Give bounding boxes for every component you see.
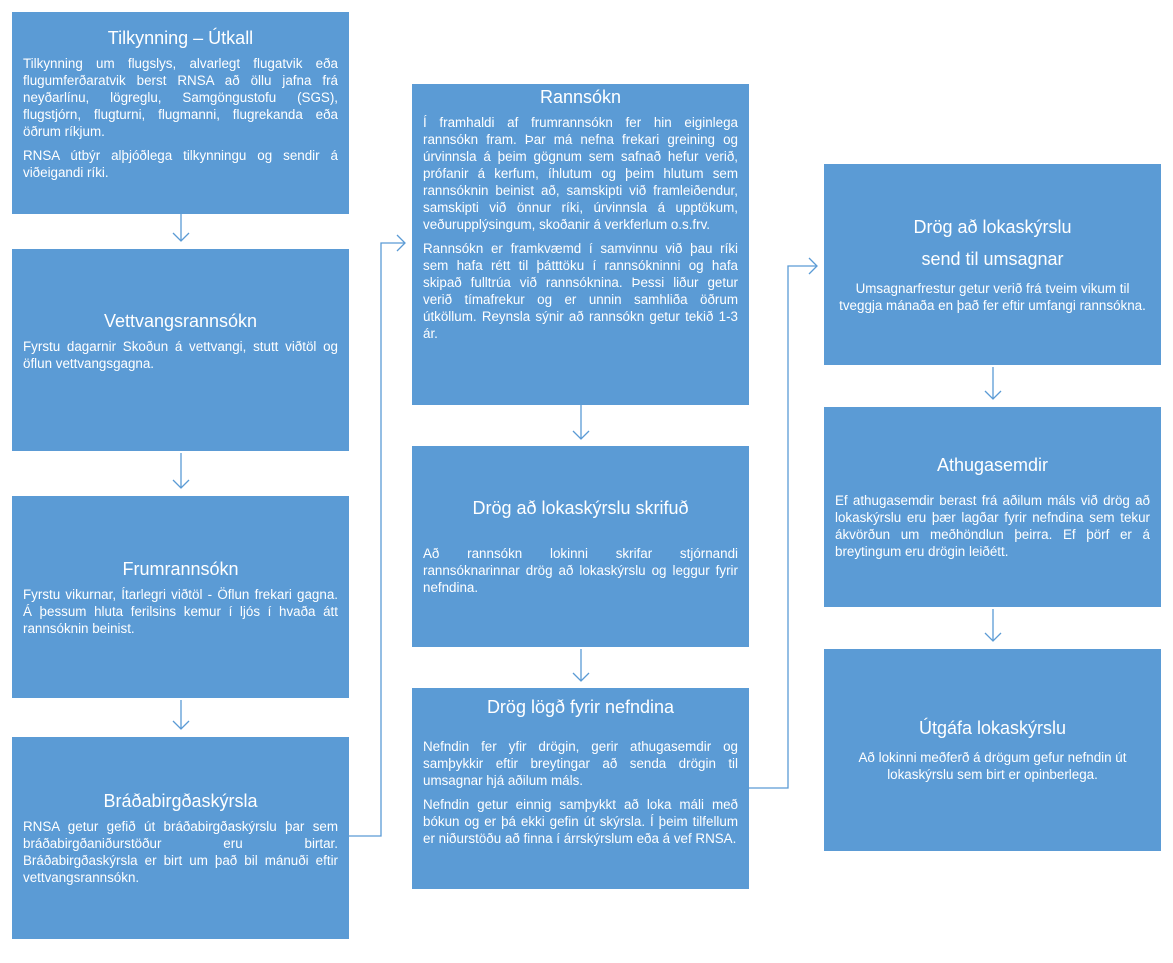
box-utgafa-title: Útgáfa lokaskýrslu <box>918 718 1067 738</box>
box-drog-umsagnar <box>824 164 1161 365</box>
box-vettvangsrannsokn <box>12 249 349 451</box>
box-drog-logd-text-1: Nefndin fer yfir drögin, gerir athugasemdir og samþykkir eftir breytingar að senda drögin til umsagnar hjá aðilum máls. <box>423 739 738 788</box>
arrow-frumrannsokn-to-bradabirgdaskyrsla <box>173 700 189 729</box>
box-drog-logd-title: Drög lögð fyrir nefndina <box>486 697 675 717</box>
arrow-drog-skrifud-to-drog-logd <box>573 649 589 681</box>
box-drog-logd <box>412 688 749 889</box>
box-frumrannsokn <box>12 496 349 698</box>
box-drog-skrifud <box>412 446 749 647</box>
arrow-rannsokn-to-drog-skrifud <box>573 405 589 439</box>
box-rannsokn-title: Rannsókn <box>539 87 622 107</box>
box-drog-skrifud-text-1: Að rannsókn lokinni skrifar stjórnandi rannsóknarinnar drög að lokaskýrslu og leggur fyrir nefndina. <box>423 546 738 595</box>
box-drog-logd-text-2: Nefndin getur einnig samþykkt að loka máli með bókun og er þá ekki gefin út skýrsla. Í þeim tilfellum er niðurstöðu að finna í árrskýrslum eða á vef RNSA. <box>423 797 738 846</box>
box-rannsokn-text-1: Í framhaldi af frumrannsókn fer hin eiginlega rannsókn fram. Þar má nefna frekari greining og úrvinnsla á þeim gögnum sem safnað hefur verið, prófanir á kerfum, íhlutum og þeim hlutum sem rannsóknin beinist að, samskipti við framleiðendur, samskipti við önnur ríki, úrvinnsla á upptökum, veðurupplýsingum, skoðanir á verkferlum o.s.frv. <box>423 115 738 232</box>
box-drog-umsagnar-text-1: Umsagnarfrestur getur verið frá tveim vikum til tveggja mánaða en það fer eftir umfangi rannsókna. <box>839 280 1146 313</box>
box-athugasemdir-text-1: Ef athugasemdir berast frá aðilum máls við drög að lokaskýrslu eru þær lagðar fyrir nefndina sem tekur ákvörðun um meðhöndlun þeirra. Ef þörf er á breytingum eru drögin leiðétt. <box>835 493 1150 559</box>
box-tilkynning-title: Tilkynning – Útkall <box>107 28 254 48</box>
box-tilkynning-text-1: Tilkynning um flugslys, alvarlegt flugatvik eða flugumferðaratvik berst RNSA að öllu jafna frá neyðarlínu, lögreglu, Samgöngustofu (SGS), flugstjórn, flugturni, flugmanni, flugrekanda eða öðrum ríkjum. <box>23 56 338 139</box>
box-rannsokn-text-2: Rannsókn er framkvæmd í samvinnu við þau ríki sem hafa rétt til þátttöku í rannsókninni og hafa skipað fulltrúa við rannsóknina. Þessi liður getur verið tímafrekur og er unnin samhliða öðrum útköllum. Reynsla sýnir að rannsókn getur tekið 1-3 ár. <box>423 241 738 341</box>
box-utgafa-text-1: Að lokinni meðferð á drögum gefur nefndin út lokaskýrslu sem birt er opinberlega. <box>858 750 1127 782</box>
arrow-tilkynning-to-vettvangsrannsokn <box>173 214 189 241</box>
box-utgafa <box>824 649 1161 851</box>
box-tilkynning <box>12 12 349 214</box>
box-bradabirgdaskyrsla <box>12 737 349 939</box>
box-vettvangsrannsokn-text-1: Fyrstu dagarnir Skoðun á vettvangi, stutt viðtöl og öflun vettvangsgagna. <box>23 339 338 371</box>
box-drog-umsagnar-title-2: send til umsagnar <box>921 248 1064 269</box>
arrow-athugasemdir-to-utgafa <box>985 609 1001 641</box>
box-bradabirgdaskyrsla-text-1: RNSA getur gefið út bráðabirgðaskýrslu þar sem bráðabirgðaniðurstöður eru birtar. Bráðabirgðaskýrsla er birt um það bil mánuði eftir vettvangsrannsókn. <box>23 819 338 885</box>
elbow-bradabirgdaskyrsla-to-rannsokn <box>349 235 405 836</box>
box-frumrannsokn-title: Frumrannsókn <box>122 558 239 579</box>
arrow-drog-umsagnar-to-athugasemdir <box>985 367 1001 399</box>
box-drog-umsagnar-title-1: Drög að lokaskýrslu <box>913 216 1072 237</box>
box-rannsokn <box>412 84 749 405</box>
box-drog-skrifud-title: Drög að lokaskýrslu skrifuð <box>472 498 689 518</box>
box-athugasemdir-title: Athugasemdir <box>936 455 1049 475</box>
box-vettvangsrannsokn-title: Vettvangsrannsókn <box>103 311 258 331</box>
box-tilkynning-text-2: RNSA útbýr alþjóðlega tilkynningu og sendir á viðeigandi ríki. <box>23 148 338 180</box>
box-athugasemdir <box>824 407 1161 607</box>
box-frumrannsokn-text-1: Fyrstu vikurnar, Ítarlegri viðtöl - Öflun frekari gagna. Á þessum hluta ferilsins kemur í ljós í hvaða átt rannsóknin beinist. <box>23 586 338 636</box>
arrow-vettvangsrannsokn-to-frumrannsokn <box>173 453 189 488</box>
elbow-drog-logd-to-drog-umsagnar <box>749 258 817 788</box>
box-bradabirgdaskyrsla-title: Bráðabirgðaskýrsla <box>103 791 258 811</box>
